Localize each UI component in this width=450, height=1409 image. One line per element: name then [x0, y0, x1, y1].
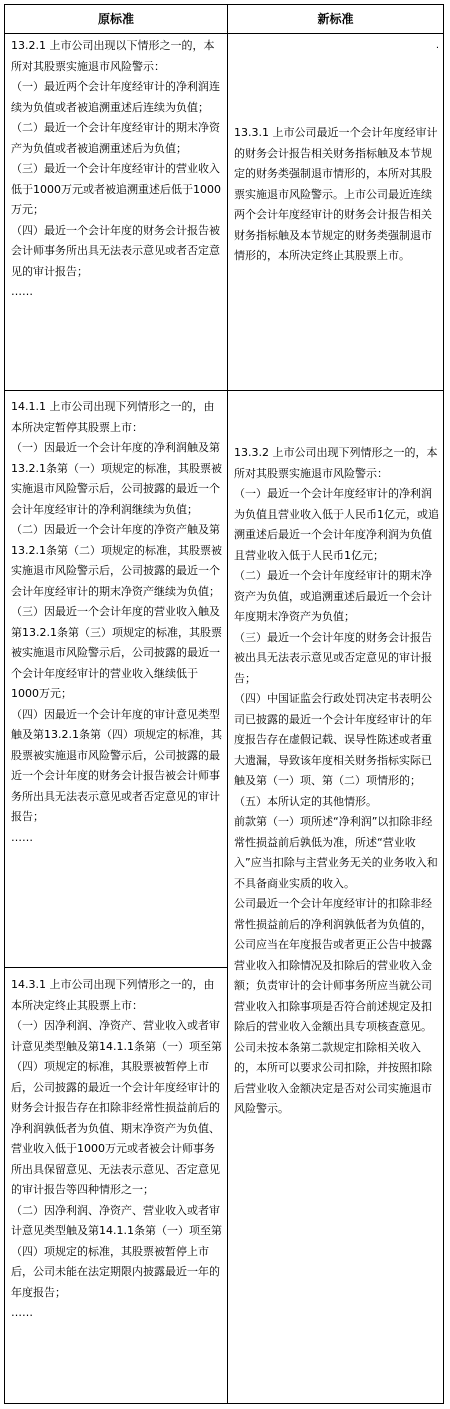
header-new-standard: 新标准: [228, 5, 443, 34]
paragraph: （一）因最近一个会计年度的净利润触及第13.2.1条第（一）项规定的标准，其股票被实施退市风险警示后，公司披露的最近一个会计年度经审计的净利润继续为负值；: [11, 441, 222, 516]
paragraph: （二）因净利润、净资产、营业收入或者审计意见类型触及第14.1.1条第（一）项至第（四）项规定的标准，其股票被暂停上市后，公司未能在法定期限内披露最近一年的年度报告；: [11, 1203, 222, 1299]
row-divider-left-2: [5, 967, 227, 968]
new-13-3-1: [234, 123, 440, 267]
paragraph: 13.2.1 上市公司出现以下情形之一的，本所对其股票实施退市风险警示：: [11, 39, 215, 73]
ellipsis: ……: [11, 830, 33, 844]
row-divider-left-1: [5, 390, 227, 391]
paragraph: 公司最近一个会计年度经审计的扣除非经常性损益前后的净利润孰低者为负值的，公司应当在年度报告或者更正公告中披露营业收入扣除情况及扣除后的营业收入金额；负责审计的会计师事务所应当就公司营业收入扣除事项是否符合前述规定及扣除后的营业收入金额出具专项核查意见。: [234, 897, 432, 1033]
paragraph: （三）最近一个会计年度经审计的营业收入低于1000万元或者被追溯重述后低于1000万元；: [11, 162, 221, 216]
paragraph: （四）因最近一个会计年度的审计意见类型触及第13.2.1条第（四）项规定的标准，其股票被实施退市风险警示后，公司披露的最近一个会计年度的财务会计报告被会计师事务所出具无法表示意见或者否定意见的审计报告；: [11, 707, 222, 823]
paragraph: 13.3.2 上市公司出现下列情形之一的，本所对其股票实施退市风险警示：: [234, 446, 438, 480]
original-14-1-1: [11, 397, 223, 848]
paragraph: （一）最近两个会计年度经审计的净利润连续为负值或者被追溯重述后连续为负值；: [11, 80, 220, 114]
paragraph: （二）最近一个会计年度经审计的期末净资产为负值或者被追溯重述后为负值；: [11, 121, 220, 155]
ellipsis: ……: [11, 285, 33, 298]
original-13-2-1: [11, 36, 223, 303]
paragraph: （三）因最近一个会计年度的营业收入触及第13.2.1条第（三）项规定的标准，其股票被实施退市风险警示后，公司披露的最近一个会计年度经审计的营业收入继续低于1000万元；: [11, 605, 222, 700]
paragraph: 公司未按本条第二款规定扣除相关收入的，本所可以要求公司扣除，并按照扣除后营业收入金额决定是否对公司实施退市风险警示。: [234, 1040, 432, 1115]
paragraph: 13.3.1 上市公司最近一个会计年度经审计的财务会计报告相关财务指标触及本节规定的财务类强制退市情形的，本所对其股票实施退市风险警示。上市公司最近连续两个会计年度经审计的财务会计报告相关财务指标触及本节规定的财务类强制退市情形的，本所决定终止其股票上市。: [234, 126, 438, 262]
paragraph: 前款第（一）项所述“净利润”以扣除非经常性损益前后孰低为准，所述“营业收入”应当扣除与主营业务无关的业务收入和不具备商业实质的收入。: [234, 815, 438, 890]
paragraph: （四）中国证监会行政处罚决定书表明公司已披露的最近一个会计年度经审计的年度报告存在虚假记载、误导性陈述或者重大遗漏，导致该年度相关财务指标实际已触及第（一）项、第（二）项情形的；: [234, 692, 432, 787]
paragraph: （四）最近一个会计年度的财务会计报告被会计师事务所出具无法表示意见或者否定意见的审计报告；: [11, 223, 220, 278]
paragraph: 14.1.1 上市公司出现下列情形之一的，由本所决定暂停其股票上市：: [11, 400, 215, 434]
paragraph: （五）本所认定的其他情形。: [234, 794, 377, 808]
column-divider: [227, 34, 228, 1403]
row-divider-right-1: [228, 390, 443, 391]
paragraph: （二）最近一个会计年度经审计的期末净资产为负值，或追溯重述后最近一个会计年度期末净资产为负值；: [234, 569, 432, 623]
paragraph: （二）因最近一个会计年度的净资产触及第13.2.1条第（二）项规定的标准，其股票被实施退市风险警示后，公司披露的最近一个会计年度经审计的期末净资产继续为负值；: [11, 523, 222, 598]
paragraph: 14.3.1 上市公司出现下列情形之一的，由本所决定终止其股票上市：: [11, 978, 215, 1012]
header-original-standard: 原标准: [5, 5, 228, 34]
new-13-3-2: [234, 443, 440, 1120]
original-14-3-1: [11, 975, 223, 1324]
comparison-table: [4, 4, 444, 1404]
paragraph: （一）最近一个会计年度经审计的净利润为负值且营业收入低于人民币1亿元，或追溯重述后最近一个会计年度净利润为负值且营业收入低于人民币1亿元；: [234, 487, 439, 562]
paragraph: （一）因净利润、净资产、营业收入或者审计意见类型触及第14.1.1条第（一）项至第（四）项规定的标准，其股票被暂停上市后，公司披露的最近一个会计年度经审计的财务会计报告存在扣除非经常性损益前后的净利润孰低者为负值、期末净资产为负值、营业收入低于1000万元或者被会计师事务所出具保留意见、无法表示意见、否定意见的审计报告等四种情形之一；: [11, 1019, 222, 1196]
paragraph: （三）最近一个会计年度的财务会计报告被出具无法表示意见或否定意见的审计报告；: [234, 630, 432, 685]
ellipsis: ……: [11, 1306, 33, 1319]
stray-mark: .: [435, 40, 439, 51]
